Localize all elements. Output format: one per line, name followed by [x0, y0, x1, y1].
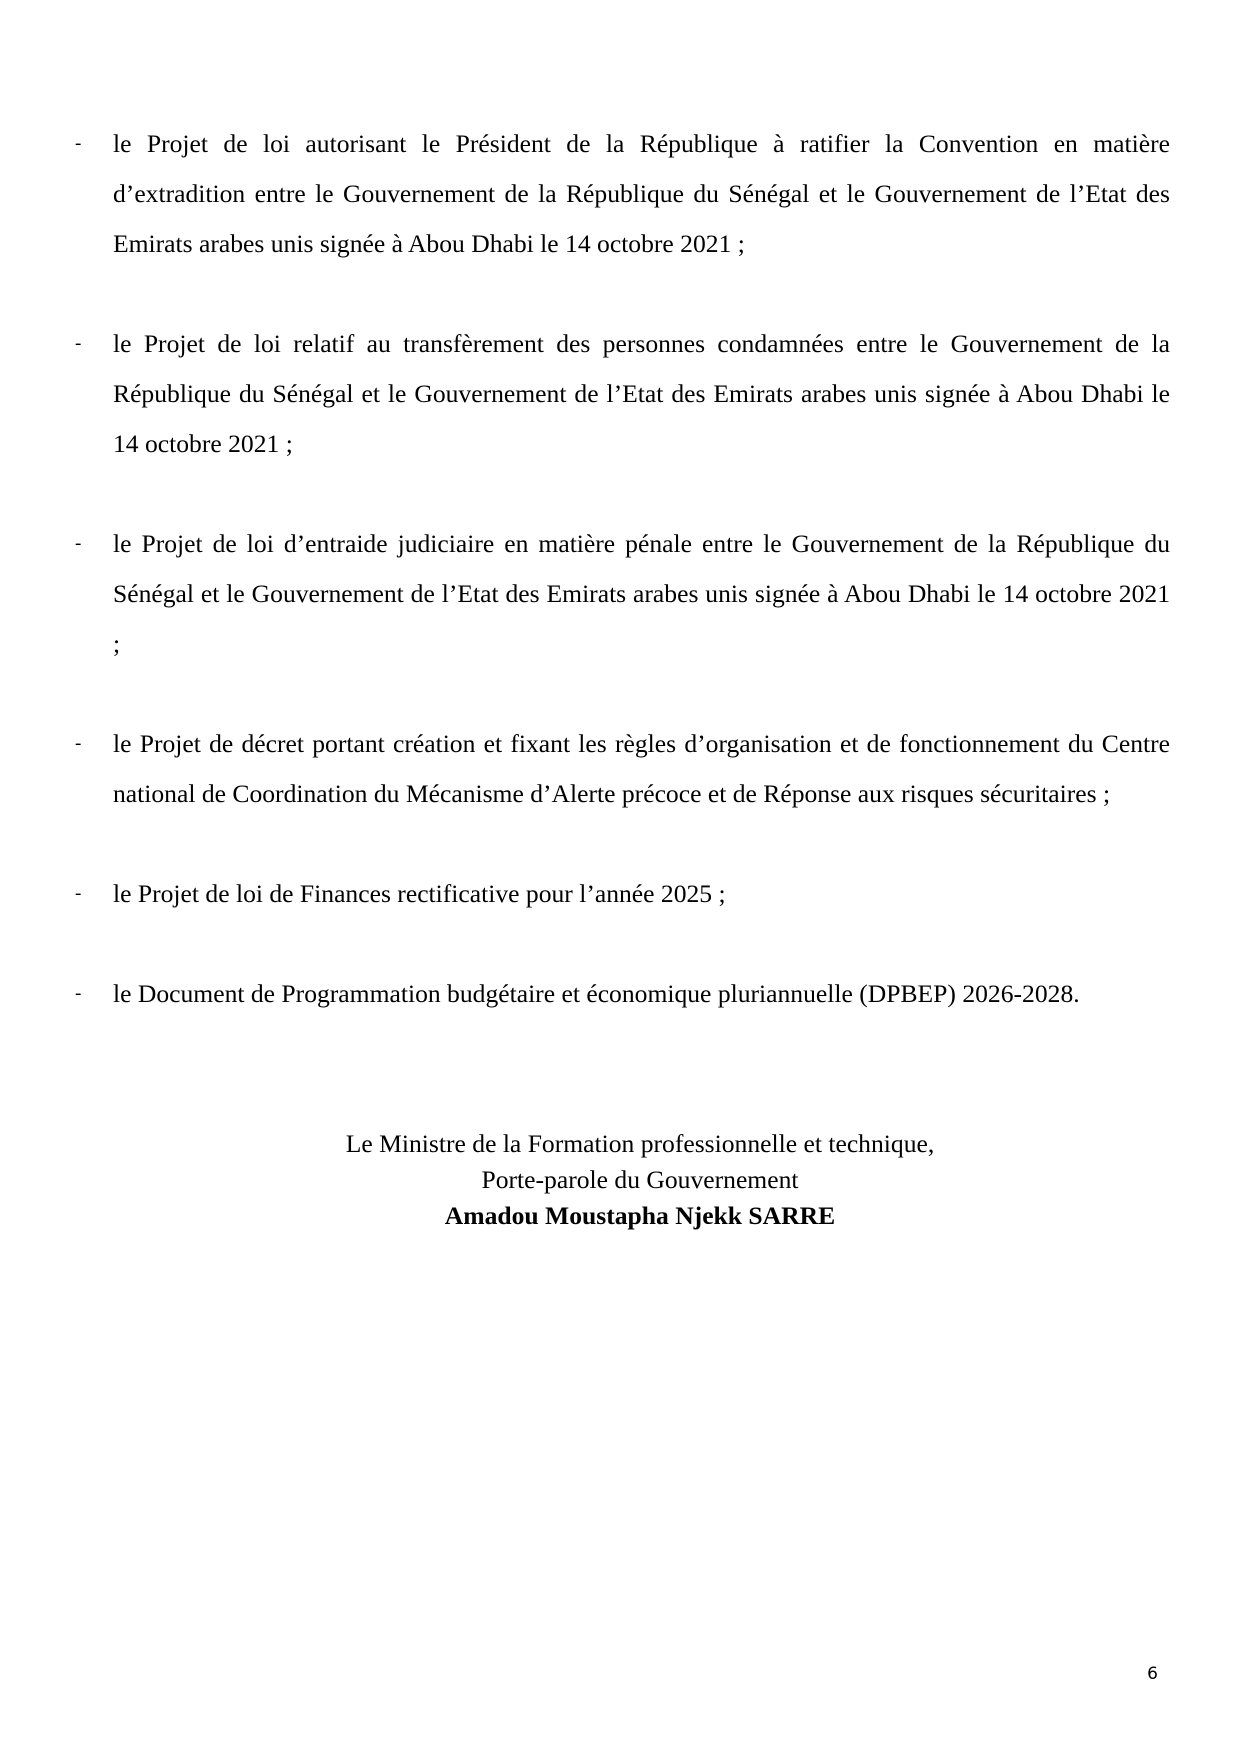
list-item [70, 969, 1170, 1019]
bullet-dash: - [75, 333, 82, 354]
bullet-dash: - [75, 733, 82, 754]
list-item [70, 519, 1170, 669]
minister-title: Le Ministre de la Formation professionnelle et technique, [345, 1129, 935, 1158]
list-item [70, 319, 1170, 469]
list-item [70, 869, 1170, 919]
list-item-text: le Projet de loi d’entraide judiciaire en matière pénale entre le Gouvernement de la République du Sénégal et le Gouvernement de l’Etat des Emirats arabes unis signée à Abou Dhabi le 14 octobre 2021 ; [113, 529, 1170, 658]
list-item-text: le Document de Programmation budgétaire et économique pluriannuelle (DPBEP) 2026-2028. [113, 979, 1080, 1008]
bullet-dash: - [75, 983, 82, 1004]
list-item-text: le Projet de décret portant création et fixant les règles d’organisation et de fonctionnement du Centre national de Coordination du Mécanisme d’Alerte précoce et de Réponse aux risques sécuritaires ; [113, 729, 1170, 808]
list-item [70, 719, 1170, 819]
list-item-text: le Projet de loi autorisant le Président de la République à ratifier la Convention en matière d’extradition entre le Gouvernement de la République du Sénégal et le Gouvernement de l’Etat des Emirats arabes unis signée à Abou Dhabi le 14 octobre 2021 ; [113, 129, 1170, 258]
list-item-text: le Projet de loi relatif au transfèrement des personnes condamnées entre le Gouvernement de la République du Sénégal et le Gouvernement de l’Etat des Emirats arabes unis signée à Abou Dhabi le 14 octobre 2021 ; [113, 329, 1170, 458]
bullet-dash: - [75, 883, 82, 904]
spokesperson-title: Porte-parole du Gouvernement [481, 1165, 799, 1194]
list-item [70, 119, 1170, 269]
signature-block [180, 1126, 1100, 1234]
bullet-dash: - [75, 133, 82, 154]
list-item-text: le Projet de loi de Finances rectificative pour l’année 2025 ; [113, 879, 726, 908]
agenda-list [70, 119, 1170, 1019]
signatory-name: Amadou Moustapha Njekk SARRE [444, 1201, 836, 1230]
page-number: 6 [1147, 1664, 1158, 1684]
bullet-dash: - [75, 533, 82, 554]
